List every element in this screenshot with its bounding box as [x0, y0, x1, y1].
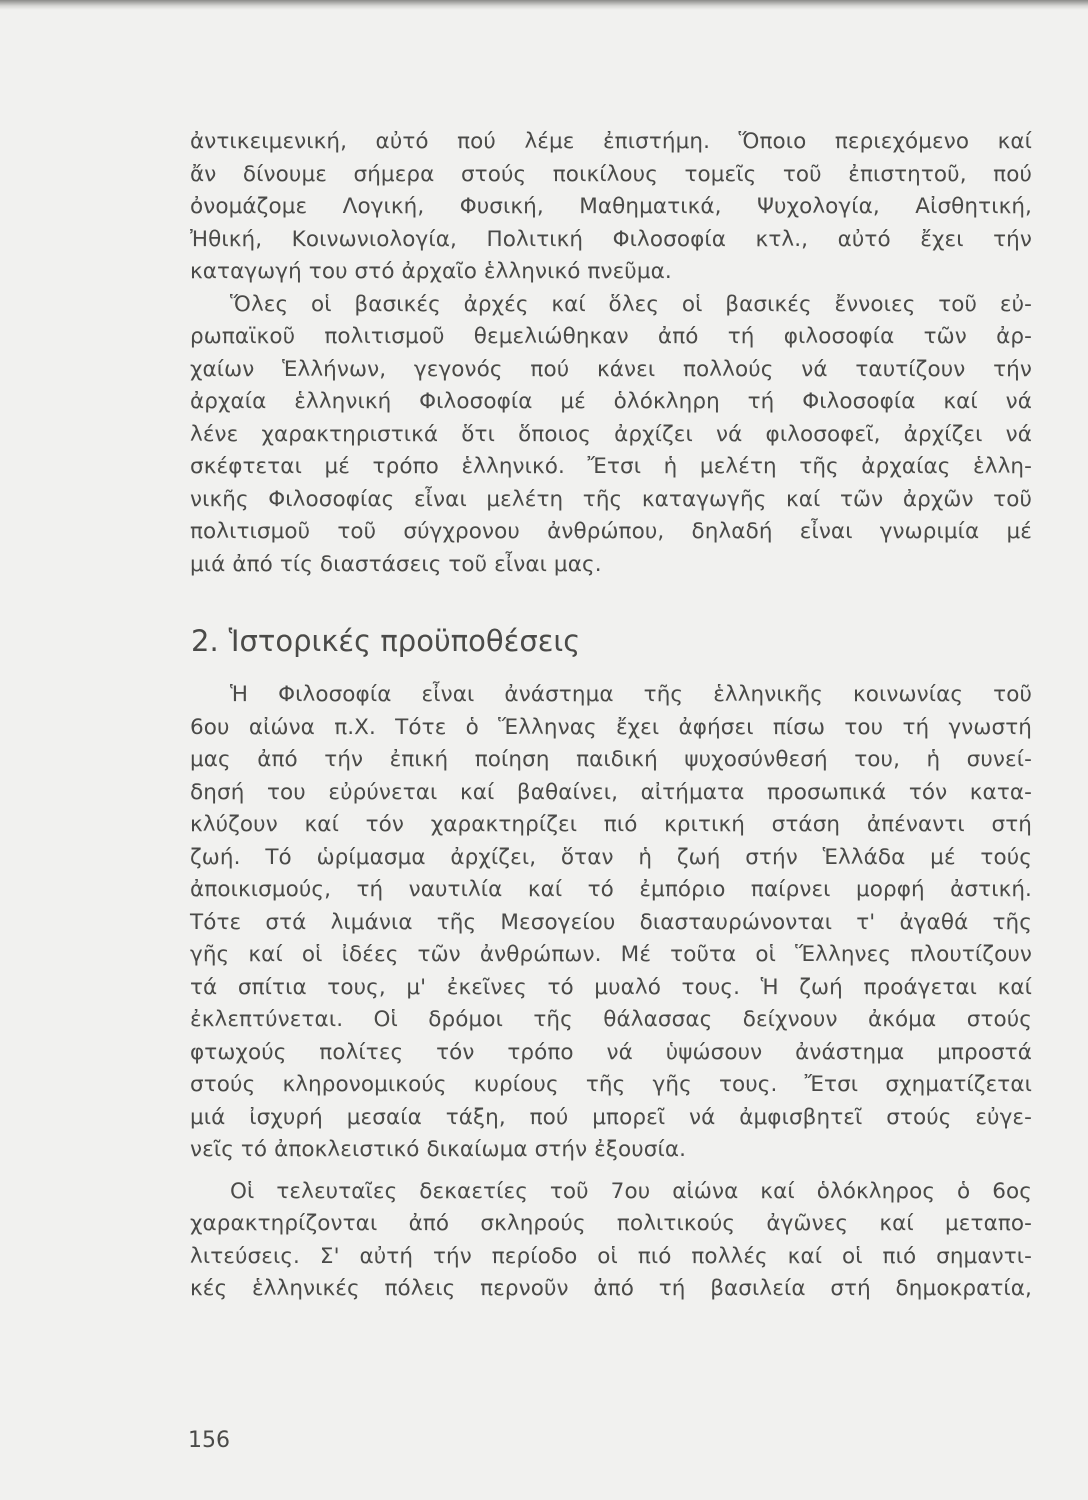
text-line: τά σπίτια τους, μ' ἐκεῖνες τό μυαλό τους. Ἡ ζωή προάγεται καί: [190, 974, 1032, 1000]
text-line: ἄν δίνουμε σήμερα στούς ποικίλους τομεῖς τοῦ ἐπιστητοῦ, πού: [190, 161, 1032, 187]
paragraph-4: [190, 1176, 1032, 1306]
paragraph-1: [190, 126, 1032, 289]
text-line: κλύζουν καί τόν χαρακτηρίζει πιό κριτική στάση ἀπέναντι στή: [190, 812, 1032, 837]
page-number: 156: [188, 1428, 230, 1453]
text-line: Ἡ Φιλοσοφία εἶναι ἀνάστημα τῆς ἑλληνικῆς κοινωνίας τοῦ: [230, 682, 1032, 707]
text-line: ρωπαϊκοῦ πολιτισμοῦ θεμελιώθηκαν ἀπό τή φιλοσοφία τῶν ἀρ-: [190, 324, 1032, 349]
spacer: [190, 581, 1032, 621]
text-line: μιά ἰσχυρή μεσαία τάξη, πού μπορεῖ νά ἀμφισβητεῖ στούς εὐγε-: [190, 1104, 1032, 1130]
text-line: γῆς καί οἱ ἰδέες τῶν ἀνθρώπων. Μέ τοῦτα οἱ Ἕλληνες πλουτίζουν: [190, 942, 1032, 967]
text-line: ὀνομάζομε Λογική, Φυσική, Μαθηματικά, Ψυχολογία, Αἰσθητική,: [190, 194, 1032, 219]
text-line: 6ου αἰώνα π.Χ. Τότε ὁ Ἕλληνας ἔχει ἀφήσει πίσω του τή γνωστή: [190, 714, 1032, 740]
text-line: λένε χαρακτηριστικά ὅτι ὅποιος ἀρχίζει νά φιλοσοφεῖ, ἀρχίζει νά: [190, 421, 1032, 447]
text-line: δησή του εὐρύνεται καί βαθαίνει, αἰτήματα προσωπικά τόν κατα-: [190, 779, 1032, 805]
spacer: [190, 1167, 1032, 1176]
text-line: στούς κληρονομικούς κυρίους τῆς γῆς τους. Ἔτσι σχηματίζεται: [190, 1072, 1032, 1097]
text-line: καταγωγή του στό ἀρχαῖο ἑλληνικό πνεῦμα.: [190, 259, 672, 284]
book-page: [190, 126, 1032, 1306]
text-line: λιτεύσεις. Σ' αὐτή τήν περίοδο οἱ πιό πολλές καί οἱ πιό σημαντι-: [190, 1243, 1032, 1269]
text-line: νικῆς Φιλοσοφίας εἶναι μελέτη τῆς καταγωγῆς καί τῶν ἀρχῶν τοῦ: [190, 486, 1032, 512]
section-number: 2.: [191, 624, 219, 658]
text-line: Τότε στά λιμάνια τῆς Μεσογείου διασταυρώνονται τ' ἀγαθά τῆς: [190, 909, 1032, 935]
text-line: σκέφτεται μέ τρόπο ἑλληνικό. Ἔτσι ἡ μελέτη τῆς ἀρχαίας ἑλλη-: [190, 454, 1032, 479]
paragraph-2: [190, 289, 1032, 582]
text-line: ἀρχαία ἑλληνική Φιλοσοφία μέ ὁλόκληρη τή Φιλοσοφία καί νά: [190, 389, 1032, 414]
text-line: Ὅλες οἱ βασικές ἀρχές καί ὅλες οἱ βασικές ἔννοιες τοῦ εὐ-: [230, 291, 1032, 317]
paragraph-3: [190, 679, 1032, 1167]
text-line: ζωή. Τό ὡρίμασμα ἀρχίζει, ὅταν ἡ ζωή στήν Ἑλλάδα μέ τούς: [190, 844, 1032, 870]
section-heading: [190, 621, 1032, 661]
scan-edge: [0, 0, 1088, 10]
text-line: χαίων Ἑλλήνων, γεγονός πού κάνει πολλούς νά ταυτίζουν τήν: [190, 356, 1032, 382]
text-line: φτωχούς πολίτες τόν τρόπο νά ὑψώσουν ἀνάστημα μπροστά: [190, 1039, 1032, 1065]
text-line: ἀντικειμενική, αὐτό πού λέμε ἐπιστήμη. Ὅποιο περιεχόμενο καί: [190, 129, 1032, 154]
text-line: μας ἀπό τήν ἐπική ποίηση παιδική ψυχοσύνθεσή του, ἡ συνεί-: [190, 747, 1032, 772]
text-line: Ἠθική, Κοινωνιολογία, Πολιτική Φιλοσοφία κτλ., αὐτό ἔχει τήν: [190, 226, 1032, 252]
text-line: μιά ἀπό τίς διαστάσεις τοῦ εἶναι μας.: [190, 551, 602, 577]
text-line: χαρακτηρίζονται ἀπό σκληρούς πολιτικούς ἀγῶνες καί μεταπο-: [190, 1211, 1032, 1236]
text-line: νεῖς τό ἀποκλειστικό δικαίωμα στήν ἐξουσία.: [190, 1137, 687, 1162]
text-line: πολιτισμοῦ τοῦ σύγχρονου ἀνθρώπου, δηλαδή εἶναι γνωριμία μέ: [190, 519, 1032, 544]
text-line: Οἱ τελευταῖες δεκαετίες τοῦ 7ου αἰώνα καί ὁλόκληρος ὁ 6ος: [230, 1178, 1032, 1204]
text-line: κές ἑλληνικές πόλεις περνοῦν ἀπό τή βασιλεία στή δημοκρατία,: [190, 1276, 1032, 1301]
section-title: Ἱστορικές προϋποθέσεις: [228, 624, 581, 658]
text-line: ἀποικισμούς, τή ναυτιλία καί τό ἐμπόριο παίρνει μορφή ἀστική.: [190, 877, 1032, 902]
text-line: ἐκλεπτύνεται. Οἱ δρόμοι τῆς θάλασσας δείχνουν ἀκόμα στούς: [190, 1007, 1032, 1032]
